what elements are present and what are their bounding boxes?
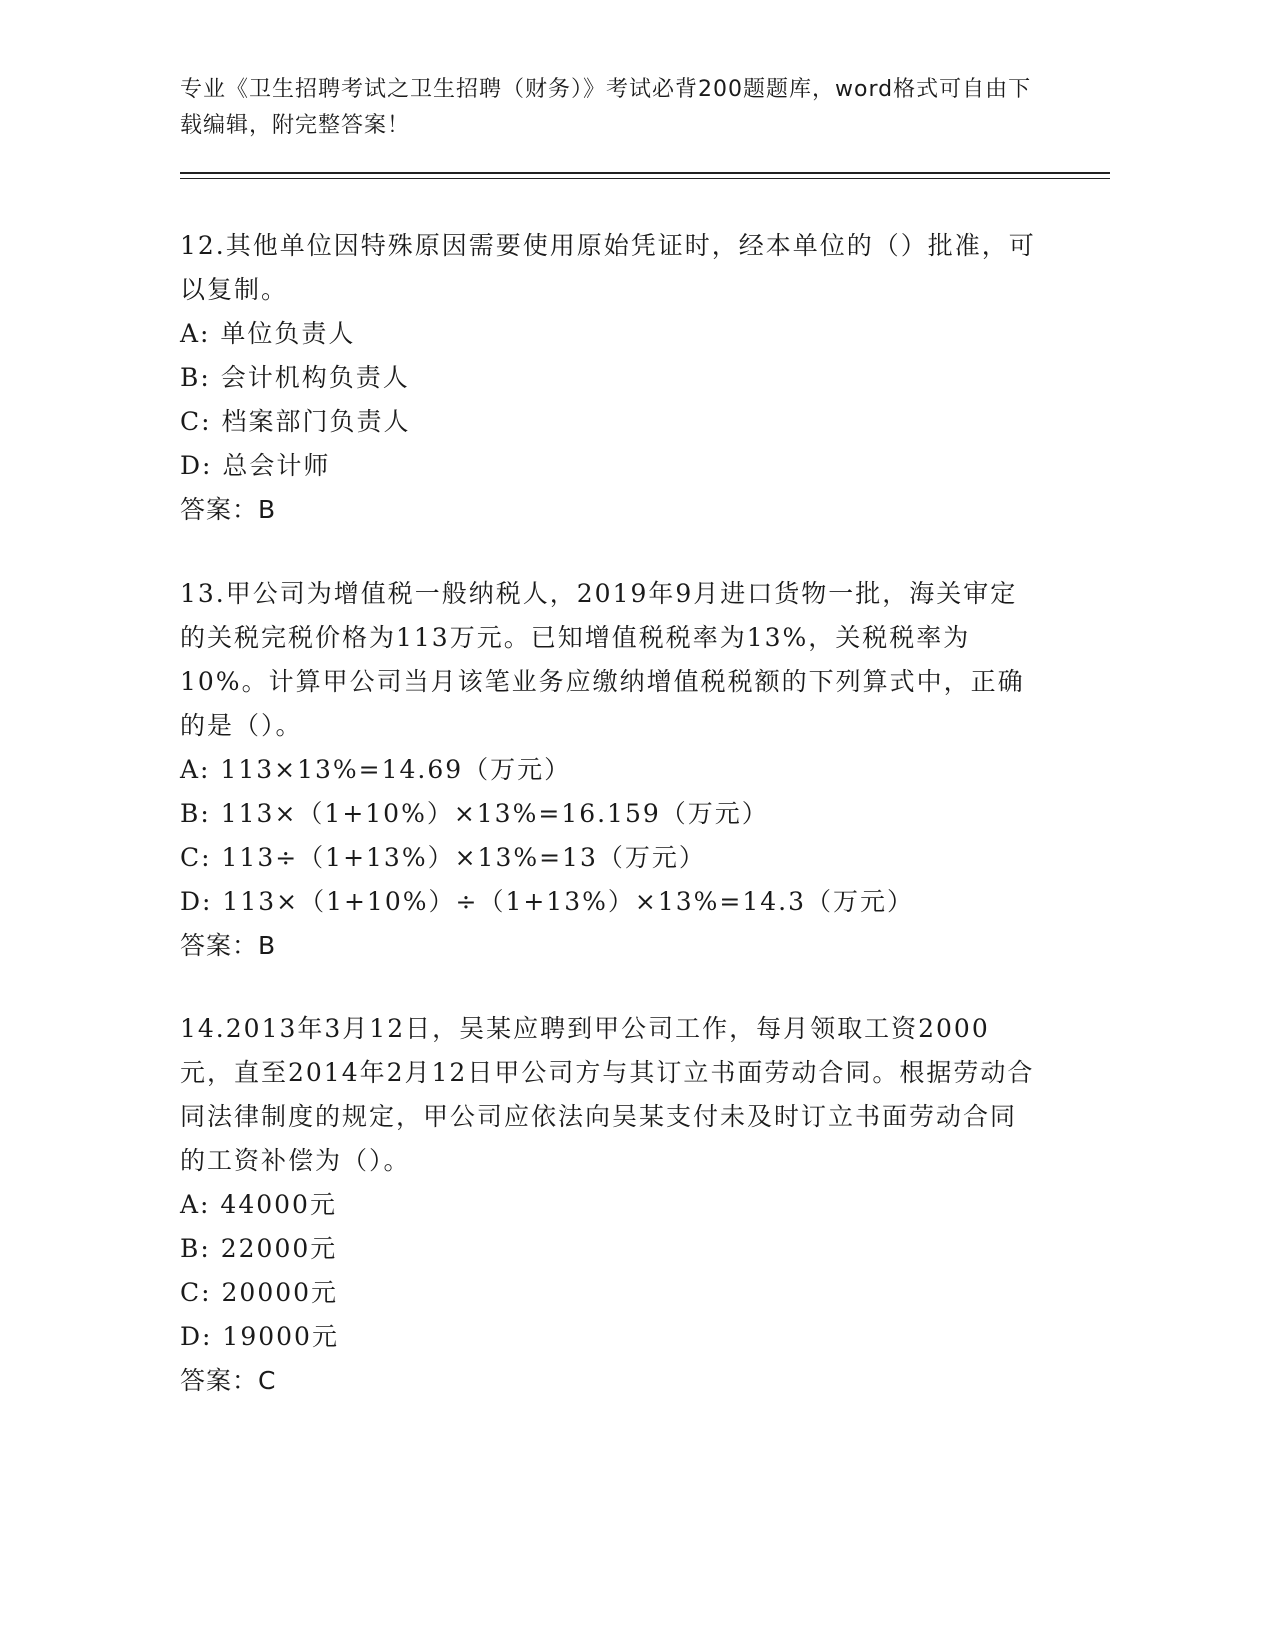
header-divider-thin — [180, 178, 1110, 179]
option-b — [180, 1227, 1040, 1271]
answer-label: 答案：B — [180, 931, 277, 960]
header-divider — [180, 172, 1110, 174]
option-text: 单位负责人 — [210, 319, 356, 348]
option-text: 19000元 — [212, 1322, 339, 1351]
option-c — [180, 400, 1040, 444]
option-text: 113÷（1+13%）×13%=13（万元） — [211, 843, 706, 872]
option-text: 22000元 — [210, 1234, 338, 1263]
option-letter: A: — [180, 755, 211, 784]
option-letter: B: — [180, 799, 211, 828]
option-c — [180, 836, 1040, 880]
option-text: 113×（1+10%）÷（1+13%）×13%=14.3（万元） — [212, 887, 914, 916]
option-letter: C: — [180, 1278, 212, 1307]
option-text: 20000元 — [211, 1278, 339, 1307]
option-a — [180, 748, 1040, 792]
option-text: 档案部门负责人 — [211, 407, 411, 436]
option-letter: A: — [180, 319, 211, 348]
question-12 — [180, 224, 1040, 532]
option-b — [180, 792, 1040, 836]
option-d — [180, 444, 1040, 488]
answer-label: 答案：B — [180, 495, 277, 524]
option-text: 113×（1+10%）×13%=16.159（万元） — [210, 799, 769, 828]
option-letter: C: — [180, 407, 212, 436]
question-stem: 14.2013年3月12日，吴某应聘到甲公司工作，每月领取工资2000元，直至2014年2月12日甲公司方与其订立书面劳动合同。根据劳动合同法律制度的规定，甲公司应依法向吴某支付未及时订立书面劳动合同的工资补偿为（）。 — [180, 1014, 1035, 1175]
option-c — [180, 1271, 1040, 1315]
option-a — [180, 312, 1040, 356]
option-letter: C: — [180, 843, 212, 872]
answer-label: 答案：C — [180, 1366, 277, 1395]
option-a — [180, 1183, 1040, 1227]
option-letter: A: — [180, 1190, 211, 1219]
option-letter: D: — [180, 1322, 213, 1351]
option-letter: B: — [180, 363, 211, 392]
option-letter: B: — [180, 1234, 211, 1263]
option-letter: D: — [180, 451, 213, 480]
document-header: 专业《卫生招聘考试之卫生招聘（财务）》考试必背200题题库，word格式可自由下载编辑，附完整答案！ — [180, 77, 1032, 138]
question-stem: 12.其他单位因特殊原因需要使用原始凭证时，经本单位的（）批准，可以复制。 — [180, 231, 1036, 304]
option-text: 总会计师 — [212, 451, 331, 480]
option-letter: D: — [180, 887, 213, 916]
option-d — [180, 1315, 1040, 1359]
option-text: 会计机构负责人 — [210, 363, 410, 392]
option-d — [180, 880, 1040, 924]
option-b — [180, 356, 1040, 400]
question-13 — [180, 572, 1040, 968]
option-text: 44000元 — [210, 1190, 337, 1219]
question-stem: 13.甲公司为增值税一般纳税人，2019年9月进口货物一批，海关审定的关税完税价格为113万元。已知增值税税率为13%，关税税率为10%。计算甲公司当月该笔业务应缴纳增值税税额的下列算式中，正确的是（）。 — [180, 579, 1025, 740]
option-text: 113×13%=14.69（万元） — [210, 755, 572, 784]
question-14 — [180, 1007, 1040, 1403]
